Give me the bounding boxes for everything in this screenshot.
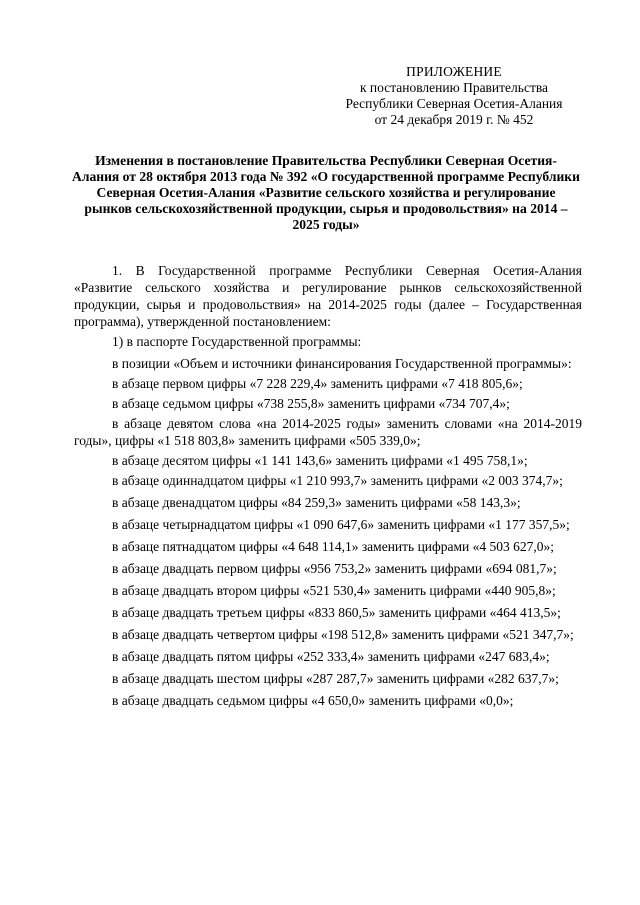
paragraph: в абзаце четырнадцатом цифры «1 090 647,6» заменить цифрами «1 177 357,5»;	[112, 517, 570, 532]
paragraph: в абзаце седьмом цифры «738 255,8» заменить цифрами «734 707,4»;	[112, 396, 510, 411]
paragraph: 1) в паспорте Государственной программы:	[112, 334, 362, 349]
appendix-line-2: Республики Северная Осетия-Алания	[345, 96, 563, 111]
paragraph: в абзаце десятом цифры «1 141 143,6» заменить цифрами «1 495 758,1»;	[112, 453, 528, 468]
appendix-heading: ПРИЛОЖЕНИЕ	[406, 64, 502, 79]
paragraph: в абзаце двадцать шестом цифры «287 287,7» заменить цифрами «282 637,7»;	[112, 671, 559, 686]
appendix-block	[330, 64, 578, 128]
paragraph: в абзаце двадцать первом цифры «956 753,2» заменить цифрами «694 081,7»;	[112, 561, 557, 576]
appendix-line-3: от 24 декабря 2019 г. № 452	[374, 112, 534, 127]
paragraph: в абзаце двадцать втором цифры «521 530,4» заменить цифрами «440 905,8»;	[112, 583, 556, 598]
paragraph: в абзаце двадцать седьмом цифры «4 650,0» заменить цифрами «0,0»;	[112, 693, 514, 708]
document-title: Изменения в постановление Правительства Республики Северная Осетия-Алания от 28 октября 2013 года № 392 «О государственной программе Республики Северная Осетия-Алания «Развитие сельского хозяйства и регулирование рынков сельскохозяйственной продукции, сырья и продовольствия» на 2014 – 2025 годы»	[72, 153, 580, 232]
paragraph: в абзаце двенадцатом цифры «84 259,3» заменить цифрами «58 143,3»;	[112, 495, 521, 510]
paragraph: в абзаце двадцать третьем цифры «833 860,5» заменить цифрами «464 413,5»;	[112, 605, 561, 620]
paragraph-intro: 1. В Государственной программе Республики Северная Осетия-Алания «Развитие сельского хозяйства и регулирование рынков сельскохозяйственной продукции, сырья и продовольствия» на 2014-2025 годы (далее – Государственная программа), утвержденной постановлением:	[74, 263, 582, 329]
paragraph: в абзаце первом цифры «7 228 229,4» заменить цифрами «7 418 805,6»;	[112, 376, 523, 391]
appendix-line-1: к постановлению Правительства	[359, 80, 549, 95]
paragraph: в абзаце пятнадцатом цифры «4 648 114,1» заменить цифрами «4 503 627,0»;	[112, 539, 555, 554]
paragraph: в абзаце двадцать пятом цифры «252 333,4» заменить цифрами «247 683,4»;	[112, 649, 550, 664]
document-body	[74, 262, 582, 709]
paragraph: в позиции «Объем и источники финансирования Государственной программы»:	[112, 356, 572, 371]
paragraph: в абзаце девятом слова «на 2014-2025 годы» заменить словами «на 2014-2019 годы», цифры «1 518 803,8» заменить цифрами «505 339,0»;	[74, 416, 582, 448]
paragraph: в абзаце двадцать четвертом цифры «198 512,8» заменить цифрами «521 347,7»;	[112, 627, 574, 642]
paragraph: в абзаце одиннадцатом цифры «1 210 993,7» заменить цифрами «2 003 374,7»;	[112, 473, 563, 488]
